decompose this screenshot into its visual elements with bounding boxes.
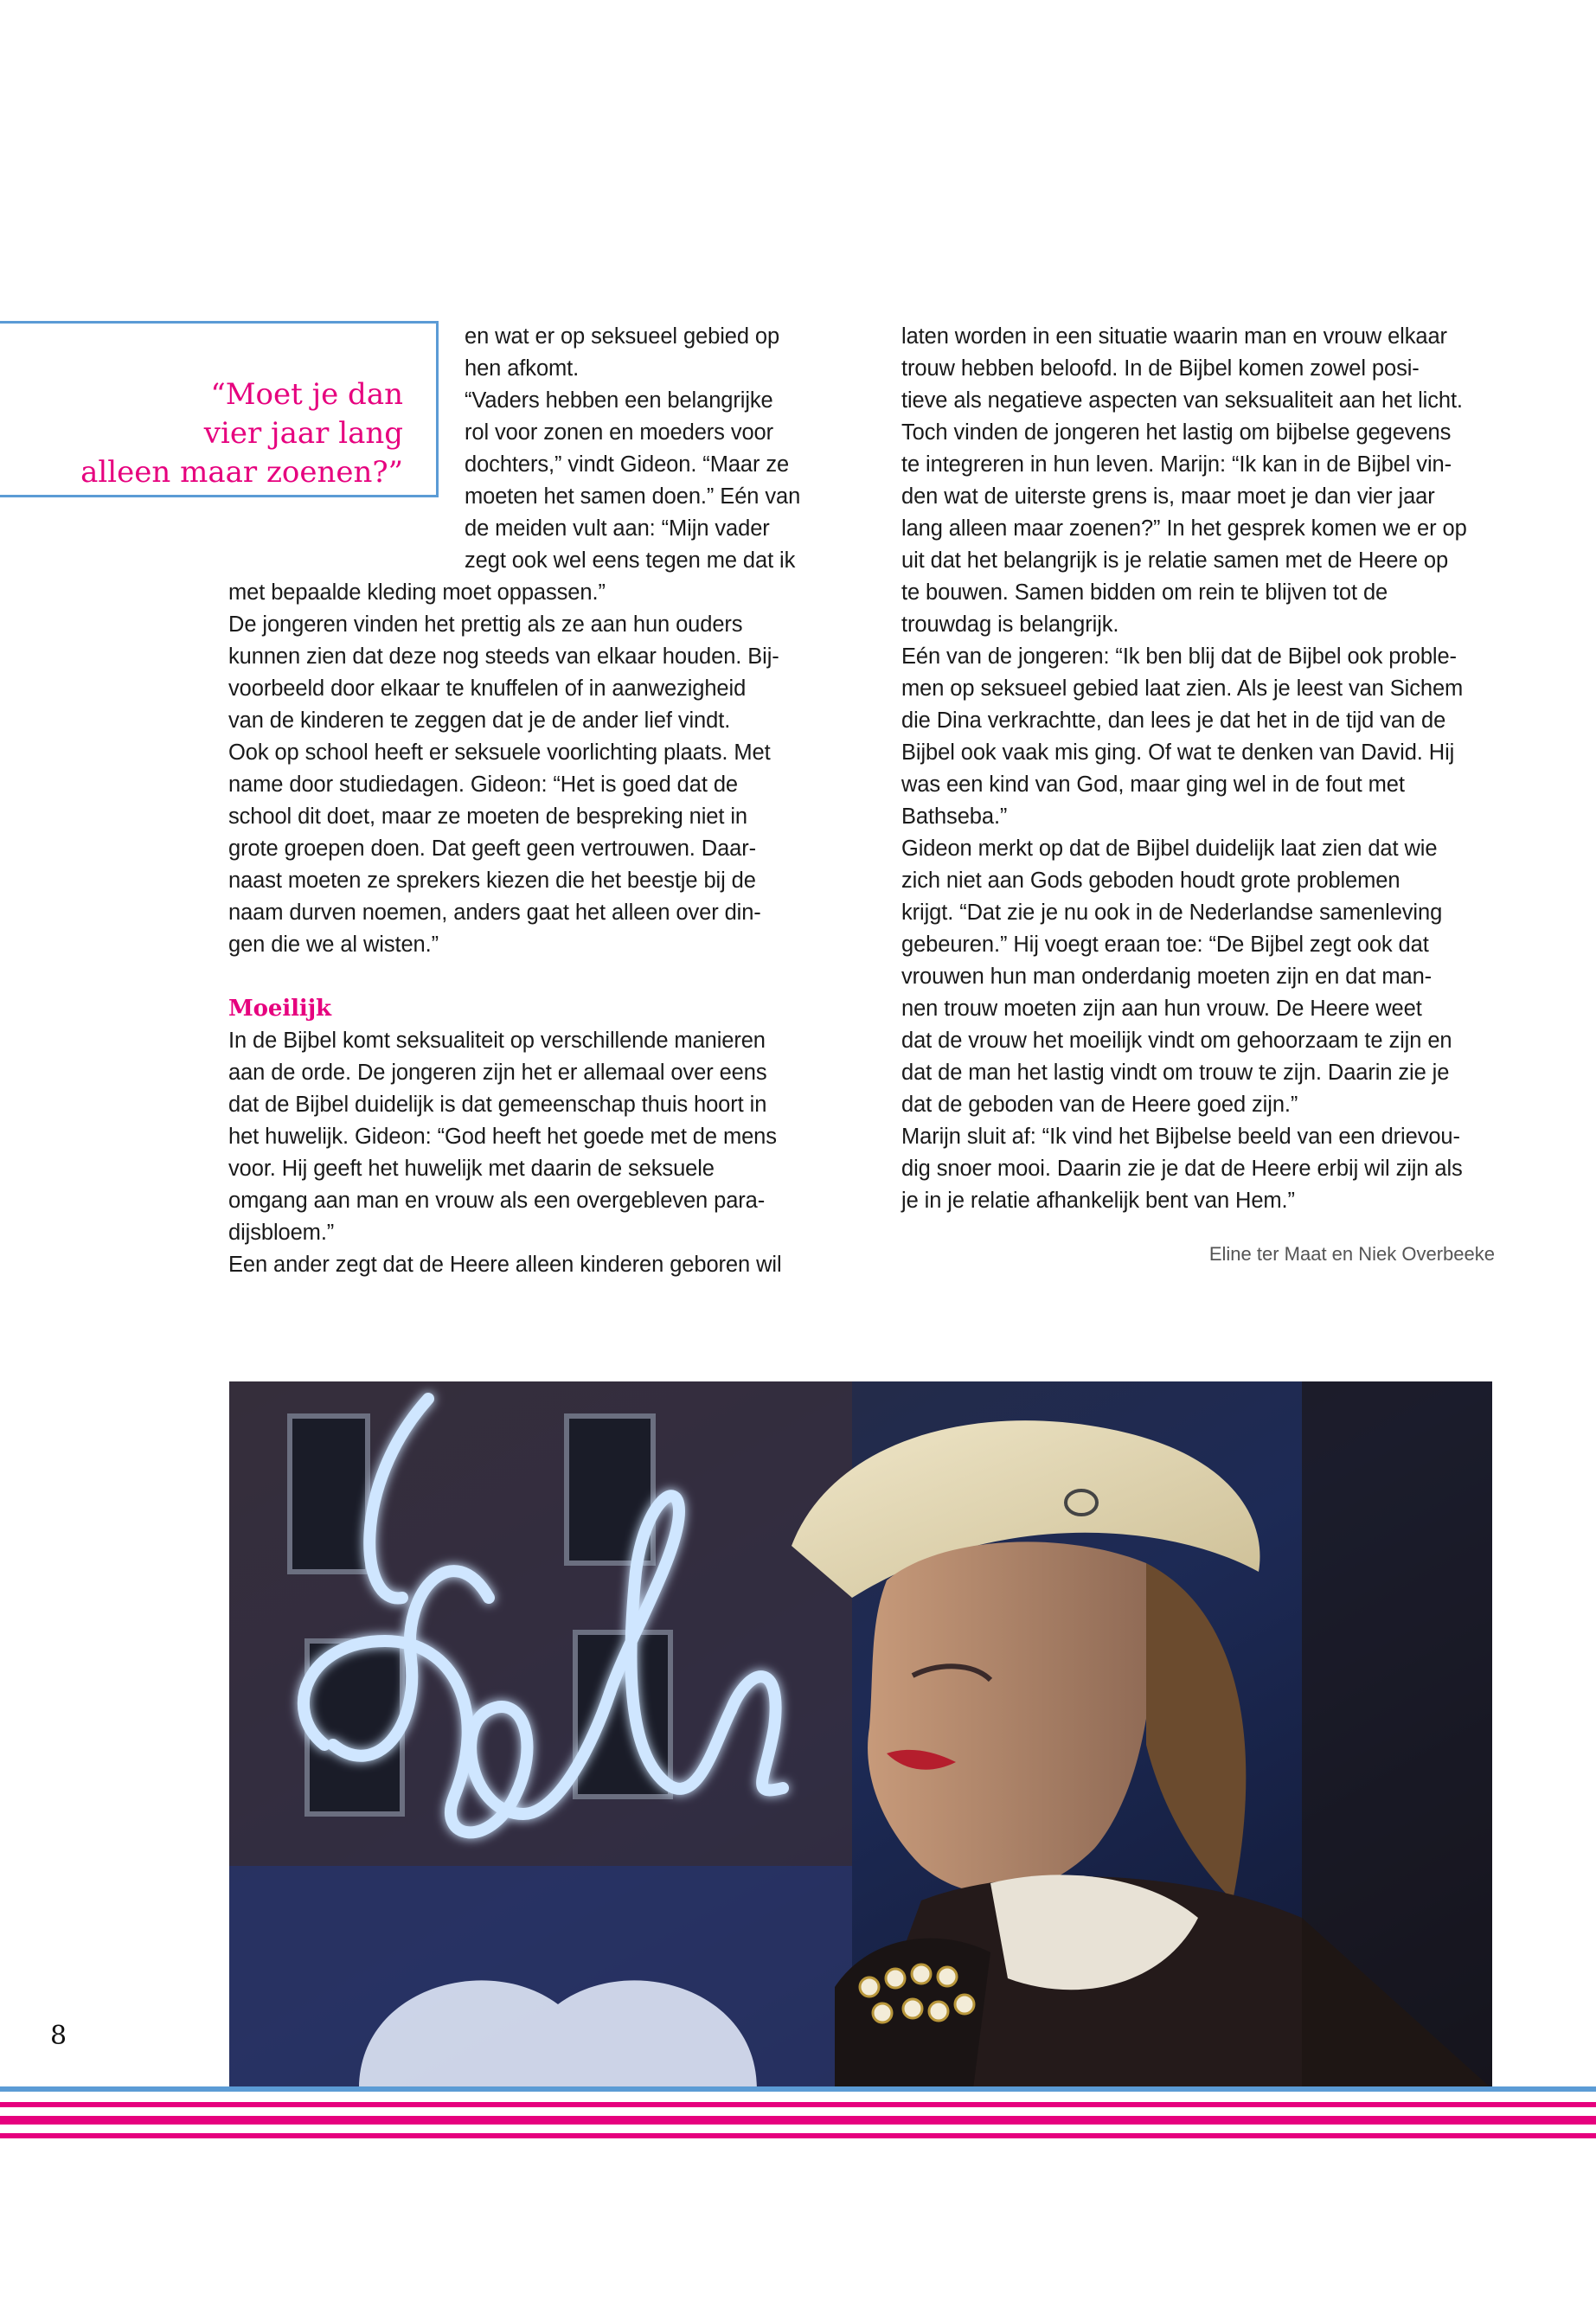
text-line: met bepaalde kleding moet oppassen.” (228, 580, 606, 605)
text-line: moeten het samen doen.” Eén van (465, 484, 801, 509)
narrow-paragraph-block (228, 321, 817, 577)
text-line: te bouwen. Samen bidden om rein te blijven tot de (901, 580, 1388, 605)
text-line: dijsbloem.” (228, 1221, 335, 1245)
text-line: voor. Hij geeft het huwelijk met daarin de seksuele (228, 1157, 715, 1181)
text-line: zich niet aan Gods geboden houdt grote problemen (901, 868, 1401, 893)
pull-quote-line: “Moet je dan (210, 377, 403, 412)
text-line: was een kind van God, maar ging wel in de fout met (901, 772, 1405, 797)
text-line: laten worden in een situatie waarin man en vrouw elkaar (901, 324, 1447, 349)
text-line: kunnen zien dat deze nog steeds van elkaar houden. Bij- (228, 644, 779, 669)
text-line: gen die we al wisten.” (228, 933, 439, 957)
text-line: de meiden vult aan: “Mijn vader (465, 516, 770, 541)
text-line: Toch vinden de jongeren het lastig om bijbelse gegevens (901, 420, 1452, 445)
text-line: Eén van de jongeren: “Ik ben blij dat de Bijbel ook proble- (901, 644, 1457, 669)
text-line: trouwdag is belangrijk. (901, 612, 1119, 637)
text-line: In de Bijbel komt seksualiteit op verschillende manieren (228, 1029, 766, 1053)
text-line: men op seksueel gebied laat zien. Als je leest van Sichem (901, 676, 1464, 701)
text-line: naast moeten ze sprekers kiezen die het beestje bij de (228, 868, 756, 893)
section-heading: Moeilijk (228, 996, 331, 1022)
text-line: dochters,” vindt Gideon. “Maar ze (465, 452, 790, 477)
text-line: den wat de uiterste grens is, maar moet je dan vier jaar (901, 484, 1435, 509)
decorative-stripe-blue (0, 2086, 1596, 2092)
decorative-stripe-pink (0, 2116, 1596, 2125)
text-line: aan de orde. De jongeren zijn het er allemaal over eens (228, 1061, 767, 1085)
text-line: voorbeeld door elkaar te knuffelen of in aanwezigheid (228, 676, 747, 701)
text-line: uit dat het belangrijk is je relatie samen met de Heere op (901, 548, 1449, 573)
text-line: Gideon merkt op dat de Bijbel duidelijk laat zien dat wie (901, 836, 1438, 861)
text-line: Ook op school heeft er seksuele voorlichting plaats. Met (228, 740, 771, 765)
text-line: dig snoer mooi. Daarin zie je dat de Heere erbij wil zijn als (901, 1157, 1463, 1181)
text-line: krijgt. “Dat zie je nu ook in de Nederlandse samenleving (901, 901, 1443, 925)
text-line: van de kinderen te zeggen dat je de ander lief vindt. (228, 708, 731, 733)
text-line: gebeuren.” Hij voegt eraan toe: “De Bijbel zegt ook dat (901, 933, 1429, 957)
article-column-right (901, 321, 1495, 1217)
text-line: dat de Bijbel duidelijk is dat gemeenschap thuis hoort in (228, 1093, 767, 1117)
decorative-stripe-pink (0, 2133, 1596, 2138)
text-line: hen afkomt. (465, 356, 580, 381)
text-line: lang alleen maar zoenen?” In het gesprek komen we er op (901, 516, 1467, 541)
text-line: en wat er op seksueel gebied op (465, 324, 780, 349)
article-column-left (228, 321, 817, 1281)
text-line: zegt ook wel eens tegen me dat ik (465, 548, 796, 573)
text-line: “Vaders hebben een belangrijke (465, 388, 773, 413)
pull-quote-line: vier jaar lang (203, 416, 403, 451)
text-line: dat de vrouw het moeilijk vindt om gehoorzaam te zijn en (901, 1029, 1452, 1053)
text-line: De jongeren vinden het prettig als ze aan hun ouders (228, 612, 743, 637)
text-line: je in je relatie afhankelijk bent van Hem.” (901, 1189, 1295, 1213)
text-line: te integreren in hun leven. Marijn: “Ik kan in de Bijbel vin- (901, 452, 1452, 477)
pull-quote-line: alleen maar zoenen?” (80, 455, 403, 490)
text-line: dat de man het lastig vindt om trouw te zijn. Daarin zie je (901, 1061, 1450, 1085)
text-line: dat de geboden van de Heere goed zijn.” (901, 1093, 1298, 1117)
text-line: omgang aan man en vrouw als een overgebleven para- (228, 1189, 766, 1213)
text-line: Bijbel ook vaak mis ging. Of wat te denken van David. Hij (901, 740, 1455, 765)
text-line: Een ander zegt dat de Heere alleen kinderen geboren wil (228, 1253, 782, 1277)
text-line: nen trouw moeten zijn aan hun vrouw. De Heere weet (901, 997, 1422, 1021)
text-line: rol voor zonen en moeders voor (465, 420, 774, 445)
text-line: tieve als negatieve aspecten van seksualiteit aan het licht. (901, 388, 1463, 413)
text-line: trouw hebben beloofd. In de Bijbel komen zowel posi- (901, 356, 1420, 381)
article-photo (229, 1381, 1492, 2089)
text-line: grote groepen doen. Dat geeft geen vertrouwen. Daar- (228, 836, 757, 861)
text-line: name door studiedagen. Gideon: “Het is goed dat de (228, 772, 738, 797)
text-line: het huwelijk. Gideon: “God heeft het goede met de mens (228, 1125, 777, 1149)
page-number: 8 (50, 2021, 67, 2051)
text-line: school dit doet, maar ze moeten de bespreking niet in (228, 804, 747, 829)
text-line: Marijn sluit af: “Ik vind het Bijbelse beeld van een drievou- (901, 1125, 1460, 1149)
text-line: vrouwen hun man onderdanig moeten zijn en dat man- (901, 965, 1433, 989)
text-line: naam durven noemen, anders gaat het alleen over din- (228, 901, 761, 925)
text-line: Bathseba.” (901, 804, 1008, 829)
decorative-stripe-pink (0, 2102, 1596, 2107)
author-credit: Eline ter Maat en Niek Overbeeke (1208, 1243, 1495, 1265)
text-line: die Dina verkrachtte, dan lees je dat het in de tijd van de (901, 708, 1446, 733)
